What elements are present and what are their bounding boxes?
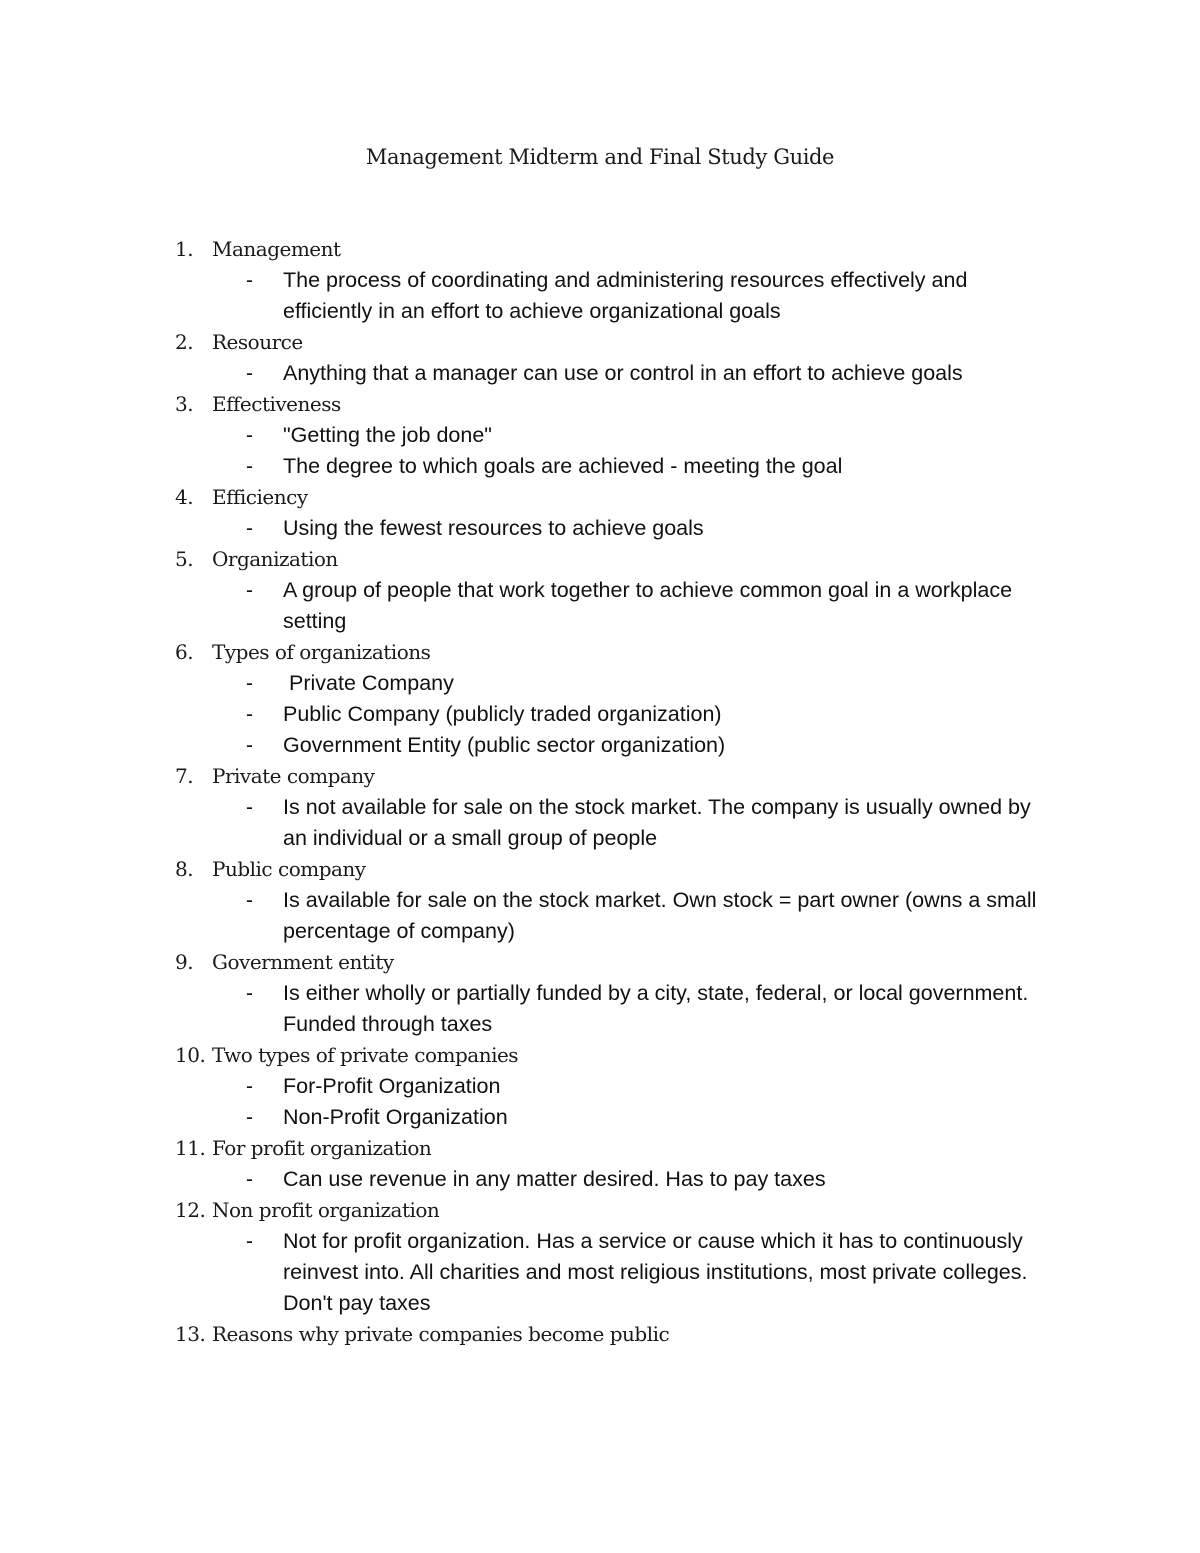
definition-list xyxy=(0,265,1200,327)
list-item xyxy=(0,947,1200,1040)
dash-bullet: - xyxy=(246,455,253,478)
term-line xyxy=(0,327,1200,358)
item-number: 2. xyxy=(175,330,194,354)
definition-item xyxy=(0,1164,1200,1195)
term-heading: Two types of private companies xyxy=(212,1043,519,1067)
list-item xyxy=(0,327,1200,389)
term-line xyxy=(0,947,1200,978)
definition-text: The process of coordinating and administering resources effectively and efficiently in an effort to achieve organizational goals xyxy=(283,268,974,323)
list-item xyxy=(0,1133,1200,1195)
list-item xyxy=(0,1040,1200,1133)
item-number: 1. xyxy=(175,237,194,261)
term-line xyxy=(0,637,1200,668)
term-heading: Private company xyxy=(212,764,375,788)
dash-bullet: - xyxy=(246,982,253,1005)
list-item xyxy=(0,761,1200,854)
item-number: 8. xyxy=(175,857,194,881)
item-number: 10. xyxy=(175,1043,206,1067)
list-item xyxy=(0,854,1200,947)
list-item xyxy=(0,482,1200,544)
dash-bullet: - xyxy=(246,579,253,602)
definition-item xyxy=(0,885,1200,947)
dash-bullet: - xyxy=(246,517,253,540)
list-item xyxy=(0,544,1200,637)
term-heading: Non profit organization xyxy=(212,1198,440,1222)
definition-text: Public Company (publicly traded organization) xyxy=(283,702,722,726)
item-number: 7. xyxy=(175,764,194,788)
term-heading: Government entity xyxy=(212,950,394,974)
dash-bullet: - xyxy=(246,796,253,819)
definition-text: Not for profit organization. Has a service or cause which it has to continuously reinvest into. All charities and most religious institutions, most private colleges. Don't pay taxes xyxy=(283,1229,1034,1315)
dash-bullet: - xyxy=(246,362,253,385)
definition-item xyxy=(0,668,1200,699)
definition-text: Using the fewest resources to achieve goals xyxy=(283,516,704,540)
definition-item xyxy=(0,358,1200,389)
study-guide-list xyxy=(0,234,1200,1350)
definition-item xyxy=(0,420,1200,451)
list-item xyxy=(0,234,1200,327)
definition-list xyxy=(0,668,1200,761)
definition-text: A group of people that work together to achieve common goal in a workplace setting xyxy=(283,578,1019,633)
definition-item xyxy=(0,1102,1200,1133)
term-line xyxy=(0,1133,1200,1164)
definition-list xyxy=(0,1226,1200,1319)
dash-bullet: - xyxy=(246,672,253,695)
item-number: 11. xyxy=(175,1136,206,1160)
term-heading: Organization xyxy=(212,547,338,571)
list-item xyxy=(0,1195,1200,1319)
definition-item xyxy=(0,513,1200,544)
dash-bullet: - xyxy=(246,1106,253,1129)
list-item xyxy=(0,389,1200,482)
item-number: 12. xyxy=(175,1198,206,1222)
definition-item xyxy=(0,1071,1200,1102)
term-line xyxy=(0,482,1200,513)
definition-text: The degree to which goals are achieved - meeting the goal xyxy=(283,454,843,478)
definition-text: Private Company xyxy=(283,671,454,695)
definition-item xyxy=(0,575,1200,637)
list-item xyxy=(0,1319,1200,1350)
dash-bullet: - xyxy=(246,1230,253,1253)
definition-item xyxy=(0,699,1200,730)
definition-item xyxy=(0,978,1200,1040)
term-heading: Public company xyxy=(212,857,366,881)
item-number: 9. xyxy=(175,950,194,974)
term-line xyxy=(0,389,1200,420)
dash-bullet: - xyxy=(246,424,253,447)
definition-text: Is not available for sale on the stock market. The company is usually owned by an individual or a small group of people xyxy=(283,795,1037,850)
definition-item xyxy=(0,730,1200,761)
dash-bullet: - xyxy=(246,703,253,726)
definition-item xyxy=(0,265,1200,327)
definition-list xyxy=(0,885,1200,947)
term-heading: Reasons why private companies become public xyxy=(212,1322,670,1346)
definition-text: Anything that a manager can use or control in an effort to achieve goals xyxy=(283,361,963,385)
term-line xyxy=(0,1319,1200,1350)
definition-text: Non-Profit Organization xyxy=(283,1105,508,1129)
term-heading: For profit organization xyxy=(212,1136,432,1160)
item-number: 5. xyxy=(175,547,194,571)
item-number: 6. xyxy=(175,640,194,664)
term-line xyxy=(0,234,1200,265)
definition-list xyxy=(0,420,1200,482)
term-heading: Efficiency xyxy=(212,485,308,509)
definition-list xyxy=(0,978,1200,1040)
definition-item xyxy=(0,1226,1200,1319)
term-heading: Management xyxy=(212,237,341,261)
definition-list xyxy=(0,792,1200,854)
term-line xyxy=(0,761,1200,792)
definition-list xyxy=(0,1071,1200,1133)
term-line xyxy=(0,1195,1200,1226)
dash-bullet: - xyxy=(246,734,253,757)
term-line xyxy=(0,854,1200,885)
item-number: 13. xyxy=(175,1322,206,1346)
dash-bullet: - xyxy=(246,269,253,292)
document-title: Management Midterm and Final Study Guide xyxy=(365,145,835,169)
definition-text: Can use revenue in any matter desired. Has to pay taxes xyxy=(283,1167,826,1191)
list-item xyxy=(0,637,1200,761)
term-heading: Effectiveness xyxy=(212,392,341,416)
term-heading: Resource xyxy=(212,330,303,354)
term-line xyxy=(0,1040,1200,1071)
item-number: 4. xyxy=(175,485,194,509)
definition-item xyxy=(0,792,1200,854)
definition-list xyxy=(0,513,1200,544)
definition-item xyxy=(0,451,1200,482)
dash-bullet: - xyxy=(246,1075,253,1098)
definition-list xyxy=(0,575,1200,637)
definition-text: "Getting the job done" xyxy=(283,423,492,447)
term-line xyxy=(0,544,1200,575)
dash-bullet: - xyxy=(246,889,253,912)
definition-list xyxy=(0,1164,1200,1195)
definition-text: For-Profit Organization xyxy=(283,1074,501,1098)
definition-text: Is available for sale on the stock market. Own stock = part owner (owns a small percentage of company) xyxy=(283,888,1043,943)
definition-text: Is either wholly or partially funded by a city, state, federal, or local government. Funded through taxes xyxy=(283,981,1035,1036)
term-heading: Types of organizations xyxy=(212,640,431,664)
dash-bullet: - xyxy=(246,1168,253,1191)
definition-text: Government Entity (public sector organization) xyxy=(283,733,726,757)
definition-list xyxy=(0,358,1200,389)
item-number: 3. xyxy=(175,392,194,416)
